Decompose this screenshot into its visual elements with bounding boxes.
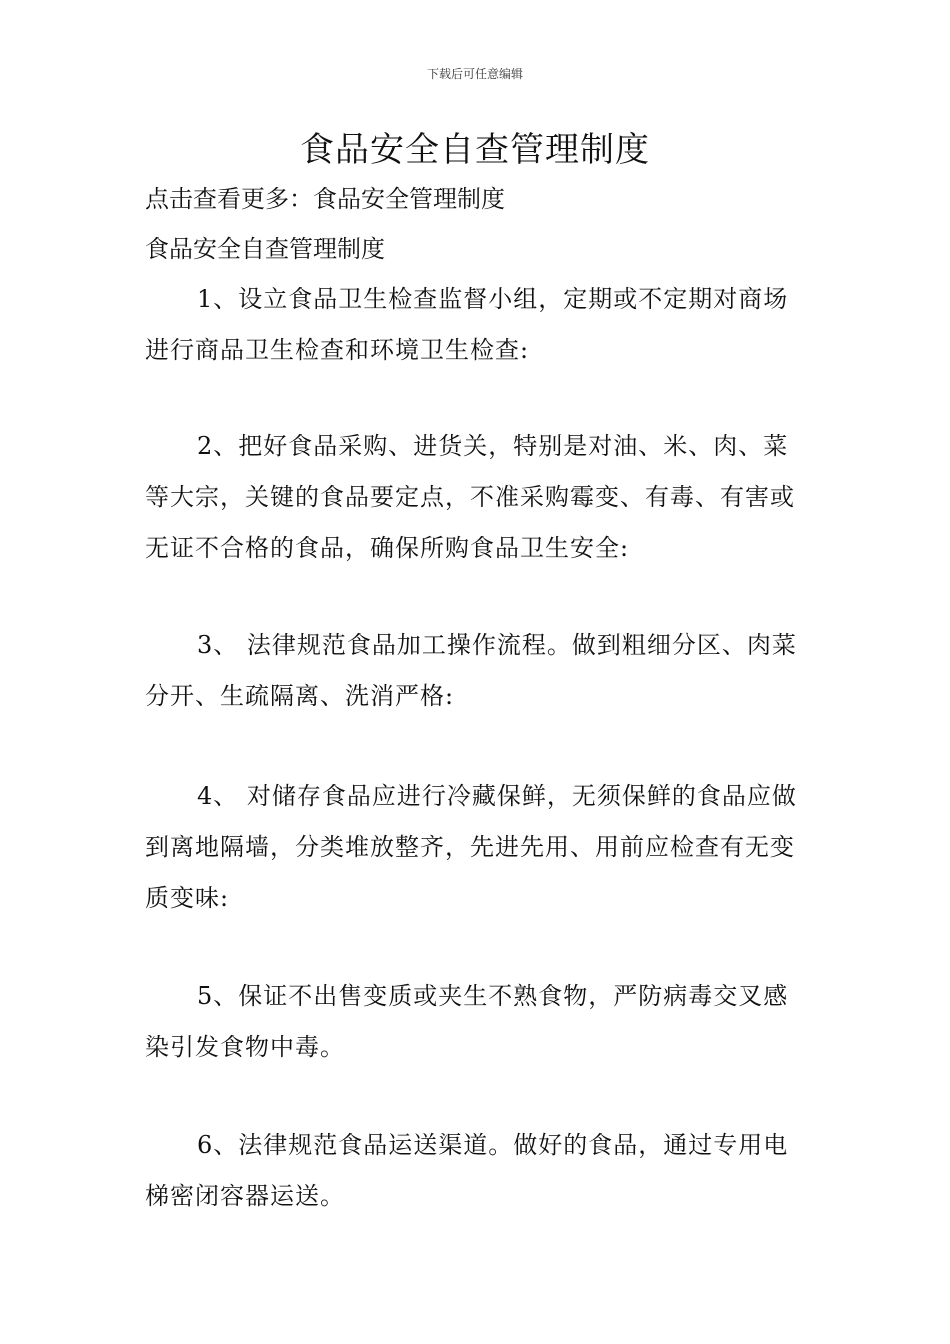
paragraph-6: 6、法律规范食品运送渠道。做好的食品，通过专用电梯密闭容器运送。	[145, 1131, 789, 1210]
paragraph-4: 4、 对储存食品应进行冷藏保鲜，无须保鲜的食品应做到离地隔墙，分类堆放整齐，先进先用、用前应检查有无变质变味:	[145, 782, 797, 912]
paragraph-2: 2、把好食品采购、进货关，特别是对油、米、肉、菜等大宗，关键的食品要定点，不准采购霉变、有毒、有害或无证不合格的食品，确保所购食品卫生安全:	[145, 432, 795, 562]
paragraph-3: 3、 法律规范食品加工操作流程。做到粗细分区、肉菜分开、生疏隔离、洗消严格:	[145, 631, 797, 710]
more-link[interactable]: 点击查看更多：食品安全管理制度	[145, 185, 505, 213]
header-note: 下载后可任意编辑	[426, 67, 523, 81]
section-subtitle: 食品安全自查管理制度	[145, 235, 385, 263]
paragraph-1: 1、设立食品卫生检查监督小组，定期或不定期对商场进行商品卫生检查和环境卫生检查:	[145, 285, 789, 364]
document-title: 食品安全自查管理制度	[300, 130, 650, 170]
paragraph-5: 5、保证不出售变质或夹生不熟食物，严防病毒交叉感染引发食物中毒。	[145, 982, 789, 1061]
